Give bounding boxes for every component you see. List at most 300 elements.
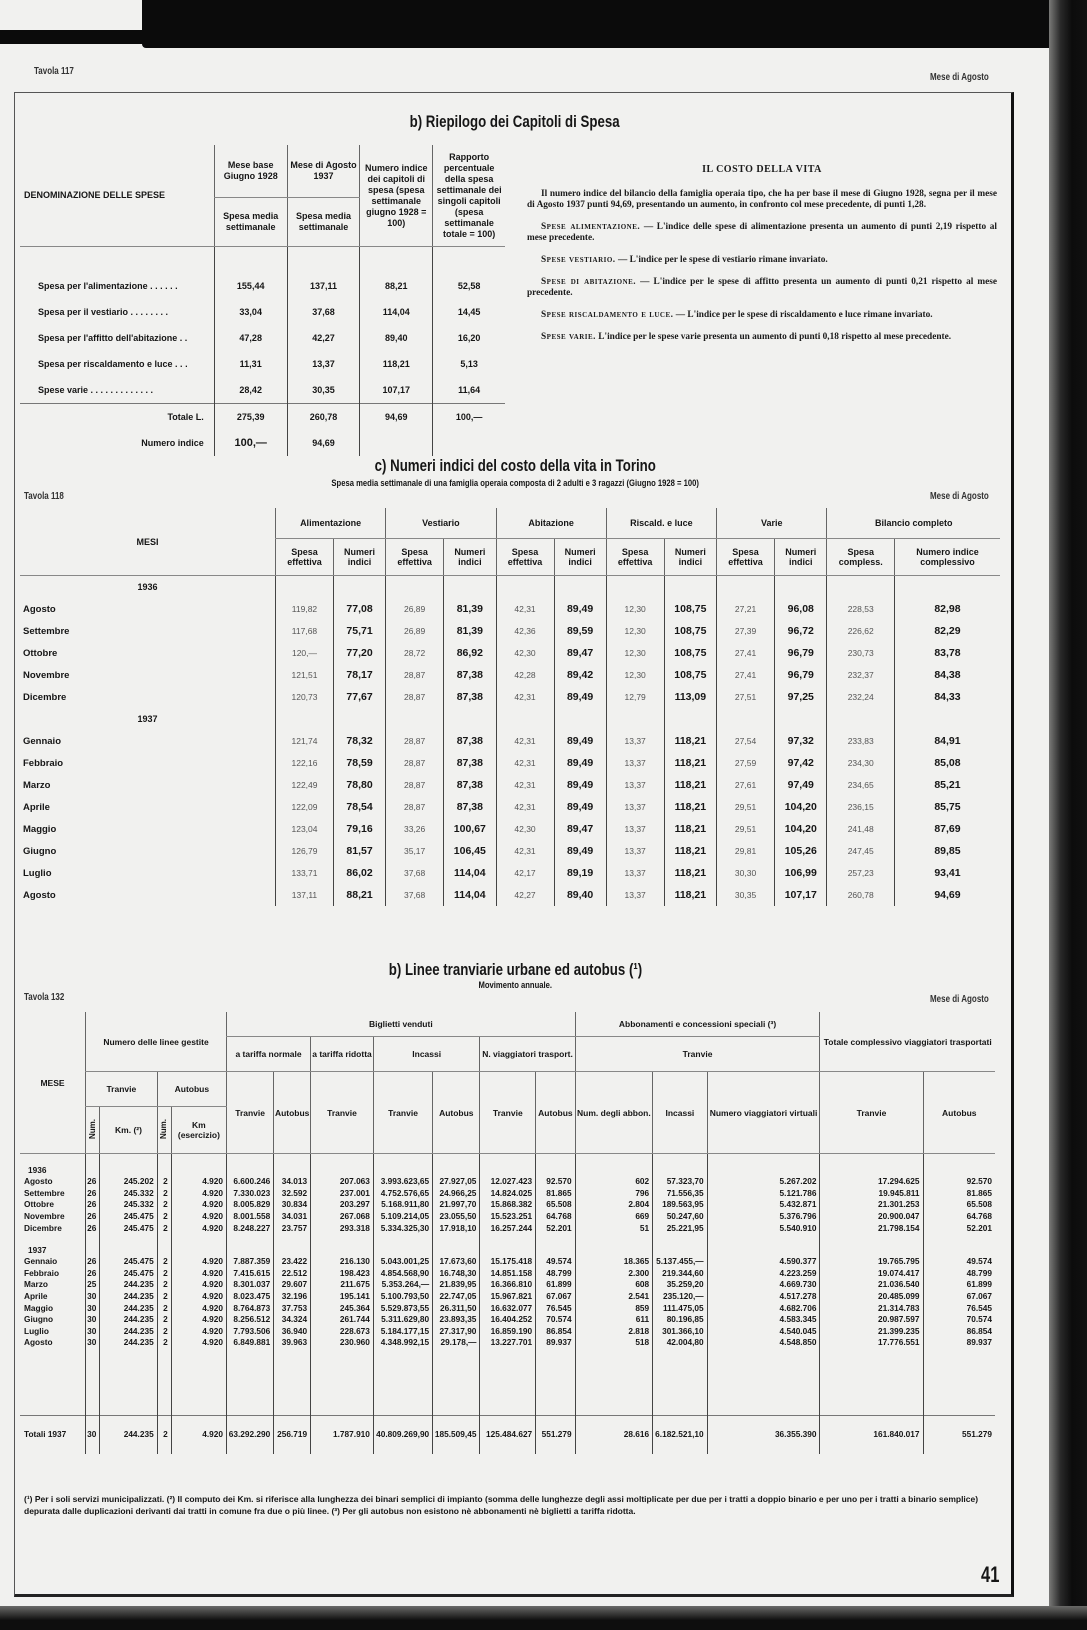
table-cell: 89,19 bbox=[554, 862, 606, 884]
table-cell: 17.673,60 bbox=[433, 1256, 480, 1268]
table-cell: 84,38 bbox=[894, 664, 1000, 686]
table-cell: 244.235 bbox=[100, 1314, 157, 1326]
table-cell: 245.364 bbox=[311, 1302, 374, 1314]
table-cell: 8.301.037 bbox=[227, 1279, 274, 1291]
table-row bbox=[20, 840, 1000, 862]
table-cell: 518 bbox=[575, 1337, 653, 1349]
table-row bbox=[20, 1211, 995, 1223]
table-cell: 118,21 bbox=[664, 818, 716, 840]
table-cell: 2.300 bbox=[575, 1268, 653, 1280]
table-cell: 89.937 bbox=[923, 1337, 995, 1349]
table-cell: 13,37 bbox=[606, 840, 664, 862]
table-cell: 230,73 bbox=[827, 642, 895, 664]
month-label-1: Mese di Agosto bbox=[930, 72, 989, 83]
col-abb-incassi: Incassi bbox=[653, 1072, 707, 1154]
month-label: Novembre bbox=[24, 1211, 65, 1222]
table-cell: 85,75 bbox=[894, 796, 1000, 818]
table-cell: 2.541 bbox=[575, 1291, 653, 1303]
table-cell: 13,37 bbox=[606, 862, 664, 884]
table-row bbox=[20, 796, 1000, 818]
table-cell: 87,38 bbox=[444, 664, 496, 686]
table-cell: 4.854.568,90 bbox=[373, 1268, 432, 1280]
table-cell: 122,49 bbox=[276, 774, 334, 796]
table-row bbox=[20, 884, 1000, 906]
table-cell: 796 bbox=[575, 1188, 653, 1200]
table-cell: 161.840.017 bbox=[820, 1415, 923, 1454]
footnotes: (¹) Per i soli servizi municipalizzati. (²) Il computo dei Km. si riferisce alla lunghezza dei binari semplici di impianto (somma delle lunghezze degli assi moltiplicate per due per i tratti a doppio binario e per uno per i tratti a binario semplice) depurata dalle duplicazioni derivanti dai tratti in comune fra due o più linee. (³) Per gli autobus non esistono nè abbonamenti nè biglietti a tariffa ridotta. bbox=[24, 1494, 979, 1516]
table-cell: 26 bbox=[86, 1211, 100, 1223]
table-cell: 89,49 bbox=[554, 730, 606, 752]
table-cell: 15.967.821 bbox=[480, 1291, 536, 1303]
table-cell: 89,59 bbox=[554, 620, 606, 642]
table-cell: 232,24 bbox=[827, 686, 895, 708]
commentary-paragraph: Spese alimentazione. — L'indice delle spese di alimentazione presenta un aumento di punti 2,19 rispetto al mese precedente. bbox=[527, 222, 997, 243]
table-cell: 12.027.423 bbox=[480, 1176, 536, 1188]
table-cell: 123,04 bbox=[276, 818, 334, 840]
table-cell: 12,30 bbox=[606, 642, 664, 664]
month-label: Agosto bbox=[24, 1176, 53, 1187]
table-cell: 97,49 bbox=[775, 774, 827, 796]
month-label: Luglio bbox=[23, 867, 52, 879]
table-row bbox=[20, 1337, 995, 1349]
table-cell: 49.574 bbox=[536, 1256, 575, 1268]
table-cell: 5.043.001,25 bbox=[373, 1256, 432, 1268]
table-cell: 551.279 bbox=[536, 1415, 575, 1454]
table-cell: 4.590.377 bbox=[707, 1256, 820, 1268]
table-cell: 122,16 bbox=[276, 752, 334, 774]
table-cell: 42,31 bbox=[496, 796, 554, 818]
group-abitazione: Abitazione bbox=[496, 508, 606, 539]
table-cell: 118,21 bbox=[664, 840, 716, 862]
col-num-autobus: Num. bbox=[157, 1107, 171, 1154]
table-label-117: Tavola 117 bbox=[34, 66, 74, 77]
month-label: Febbraio bbox=[24, 1267, 60, 1278]
col-spesa-media-agosto: Spesa media settimanale bbox=[287, 198, 360, 247]
table-cell: 97,32 bbox=[775, 730, 827, 752]
col-numero-complessivo: Numero indice complessivo bbox=[894, 539, 1000, 576]
table-cell: 15.868.382 bbox=[480, 1199, 536, 1211]
table-cell: 15.175.418 bbox=[480, 1256, 536, 1268]
table-cell: 89,49 bbox=[554, 796, 606, 818]
table-row: Spesa per riscaldamento e luce . . . 11,31 13,37 118,21 5,13 bbox=[20, 351, 505, 377]
table-cell: 8.005.829 bbox=[227, 1199, 274, 1211]
month-label: Gennaio bbox=[23, 735, 62, 747]
scan-shadow-top-left bbox=[0, 30, 145, 44]
month-label: Giugno bbox=[24, 1314, 54, 1325]
table-cell: 245.202 bbox=[100, 1176, 157, 1188]
table-cell: 49.574 bbox=[923, 1256, 995, 1268]
table-cell: 104,20 bbox=[775, 818, 827, 840]
table-row bbox=[20, 1291, 995, 1303]
col-autobus: Autobus bbox=[274, 1072, 311, 1154]
table-cell: 5.168.911,80 bbox=[373, 1199, 432, 1211]
table-cell: 1.787.910 bbox=[311, 1415, 374, 1454]
table-cell: 77,67 bbox=[333, 686, 385, 708]
table-cell: 61.899 bbox=[536, 1279, 575, 1291]
col-num-abbon: Num. degli abbon. bbox=[575, 1072, 653, 1154]
table-cell: 121,74 bbox=[276, 730, 334, 752]
month-label: Maggio bbox=[24, 1302, 54, 1313]
table-cell: 245.475 bbox=[100, 1268, 157, 1280]
table-cell: 61.899 bbox=[923, 1279, 995, 1291]
table-cell: 2 bbox=[157, 1256, 171, 1268]
table-cell: 244.235 bbox=[100, 1415, 157, 1454]
table-cell: 859 bbox=[575, 1302, 653, 1314]
table-cell: 36.940 bbox=[274, 1326, 311, 1338]
table-cell: 2 bbox=[157, 1176, 171, 1188]
table-cell: 26 bbox=[86, 1222, 100, 1234]
table-cell: 4.920 bbox=[171, 1337, 226, 1349]
table-cell: 12,79 bbox=[606, 686, 664, 708]
table-cell: 137,11 bbox=[276, 884, 334, 906]
table-cell: 4.920 bbox=[171, 1302, 226, 1314]
table-cell: 5.540.910 bbox=[707, 1222, 820, 1234]
table-cell: 67.067 bbox=[923, 1291, 995, 1303]
table-cell: 118,21 bbox=[664, 752, 716, 774]
table-cell: 42,27 bbox=[496, 884, 554, 906]
table-cell: 96,79 bbox=[775, 642, 827, 664]
table-cell: 21.798.154 bbox=[820, 1222, 923, 1234]
table-cell: 4.223.259 bbox=[707, 1268, 820, 1280]
table-cell: 37,68 bbox=[386, 862, 444, 884]
table-cell: 244.235 bbox=[100, 1291, 157, 1303]
table-cell: 65.508 bbox=[536, 1199, 575, 1211]
table-cell: 35,17 bbox=[386, 840, 444, 862]
table-cell: 26 bbox=[86, 1268, 100, 1280]
table-cell: 42,31 bbox=[496, 774, 554, 796]
table-cell: 6.182.521,10 bbox=[653, 1415, 707, 1454]
table-cell: 118,21 bbox=[664, 884, 716, 906]
table-cell: 5.267.202 bbox=[707, 1176, 820, 1188]
table-cell: 42,31 bbox=[496, 840, 554, 862]
table-cell: 4.583.345 bbox=[707, 1314, 820, 1326]
group-abbonamenti: Abbonamenti e concessioni speciali (³) bbox=[575, 1012, 820, 1037]
col-spesa-media-base: Spesa media settimanale bbox=[214, 198, 287, 247]
table-cell: 108,75 bbox=[664, 642, 716, 664]
table-cell: 96,72 bbox=[775, 620, 827, 642]
table-label-118: Tavola 118 bbox=[24, 491, 64, 502]
table-cell: 52.201 bbox=[923, 1222, 995, 1234]
table-cell: 70.574 bbox=[536, 1314, 575, 1326]
table-cell: 185.509,45 bbox=[433, 1415, 480, 1454]
col-numero-indice: Numero indice dei capitoli di spesa (spesa settimanale giugno 1928 = 100) bbox=[360, 145, 433, 247]
table-cell: 78,59 bbox=[333, 752, 385, 774]
table-cell: 4.348.992,15 bbox=[373, 1337, 432, 1349]
table-cell: 4.920 bbox=[171, 1268, 226, 1280]
table-cell: 8.256.512 bbox=[227, 1314, 274, 1326]
table-cell: 13,37 bbox=[606, 884, 664, 906]
table-cell: 93,41 bbox=[894, 862, 1000, 884]
col-tranvie: Tranvie bbox=[373, 1072, 432, 1154]
table-cell: 119,82 bbox=[276, 598, 334, 620]
table-cell: 5.353.264,— bbox=[373, 1279, 432, 1291]
table-cell: 19.074.417 bbox=[820, 1268, 923, 1280]
table-cell: 27.927,05 bbox=[433, 1176, 480, 1188]
table-cell: 86.854 bbox=[536, 1326, 575, 1338]
table-cell: 203.297 bbox=[311, 1199, 374, 1211]
table-cell: 4.920 bbox=[171, 1188, 226, 1200]
table-cell: 85,21 bbox=[894, 774, 1000, 796]
table-cell: 57.323,70 bbox=[653, 1176, 707, 1188]
table-cell: 117,68 bbox=[276, 620, 334, 642]
table-row bbox=[20, 730, 1000, 752]
cost-of-living-rows bbox=[20, 576, 1000, 907]
table-row bbox=[20, 1188, 995, 1200]
year-label: 1936 bbox=[137, 582, 158, 592]
scan-shadow-bottom bbox=[0, 1606, 1087, 1630]
table-cell: 78,17 bbox=[333, 664, 385, 686]
table-cell: 42,31 bbox=[496, 730, 554, 752]
table-cell: 77,20 bbox=[333, 642, 385, 664]
col-denominazione: DENOMINAZIONE DELLE SPESE bbox=[20, 145, 214, 247]
month-label: Aprile bbox=[24, 1291, 48, 1302]
group-abb-tranvie: Tranvie bbox=[575, 1037, 820, 1072]
table-cell: 27,41 bbox=[717, 664, 775, 686]
table-cell: 86,92 bbox=[444, 642, 496, 664]
table-cell: 22.512 bbox=[274, 1268, 311, 1280]
table-cell: 50.247,60 bbox=[653, 1211, 707, 1223]
table-cell: 51 bbox=[575, 1222, 653, 1234]
table-cell: 87,38 bbox=[444, 752, 496, 774]
table-cell: 78,54 bbox=[333, 796, 385, 818]
table-cell: 106,99 bbox=[775, 862, 827, 884]
table-cell: 4.548.850 bbox=[707, 1337, 820, 1349]
table-cell: 28,87 bbox=[386, 730, 444, 752]
table-cell: 16.366.810 bbox=[480, 1279, 536, 1291]
table-cell: 97,42 bbox=[775, 752, 827, 774]
table-cell: 8.001.558 bbox=[227, 1211, 274, 1223]
table-cell: 247,45 bbox=[827, 840, 895, 862]
table-cell: 7.887.359 bbox=[227, 1256, 274, 1268]
table-cell: 235.120,— bbox=[653, 1291, 707, 1303]
table-cell: 30 bbox=[86, 1291, 100, 1303]
table-row: Spesa per il vestiario . . . . . . . . 33,04 37,68 114,04 14,45 bbox=[20, 299, 505, 325]
table-row: Spesa per l'affitto dell'abitazione . . 47,28 42,27 89,40 16,20 bbox=[20, 325, 505, 351]
table-cell: 42,31 bbox=[496, 686, 554, 708]
table-cell: 65.508 bbox=[923, 1199, 995, 1211]
table-cell: 28,87 bbox=[386, 774, 444, 796]
group-bilancio: Bilancio completo bbox=[827, 508, 1000, 539]
table-cell: 37,68 bbox=[386, 884, 444, 906]
month-label-3: Mese di Agosto bbox=[930, 994, 989, 1005]
table-cell: 26 bbox=[86, 1176, 100, 1188]
table-cell: 30,35 bbox=[717, 884, 775, 906]
table-cell: 34.324 bbox=[274, 1314, 311, 1326]
table-cell: 2 bbox=[157, 1268, 171, 1280]
table-cell: 14.824.025 bbox=[480, 1188, 536, 1200]
table-cell: 301.366,10 bbox=[653, 1326, 707, 1338]
table-cell: 89,49 bbox=[554, 686, 606, 708]
table-row bbox=[20, 1256, 995, 1268]
table-cell: 21.314.783 bbox=[820, 1302, 923, 1314]
table-cell: 92.570 bbox=[923, 1176, 995, 1188]
col-tranvie: Tranvie bbox=[227, 1072, 274, 1154]
table-cell: 2 bbox=[157, 1302, 171, 1314]
table-cell: 118,21 bbox=[664, 796, 716, 818]
table-cell: 118,21 bbox=[664, 862, 716, 884]
table-cell: 108,75 bbox=[664, 598, 716, 620]
table-cell: 81,57 bbox=[333, 840, 385, 862]
table-cell: 4.540.045 bbox=[707, 1326, 820, 1338]
table-cell: 244.235 bbox=[100, 1326, 157, 1338]
table-cell: 76.545 bbox=[536, 1302, 575, 1314]
table-cell: 89,42 bbox=[554, 664, 606, 686]
table-cell: 39.963 bbox=[274, 1337, 311, 1349]
col-numeri: Numeri indici bbox=[333, 539, 385, 576]
group-numero-linee: Numero delle linee gestite bbox=[86, 1012, 227, 1072]
table-cell: 20.987.597 bbox=[820, 1314, 923, 1326]
commentary-paragraph: Spese di abitazione. — L'indice per le spese di affitto presenta un aumento di punti 0,21 rispetto al mese precedente. bbox=[527, 277, 997, 298]
table-cell: 228.673 bbox=[311, 1326, 374, 1338]
col-numeri: Numeri indici bbox=[444, 539, 496, 576]
month-label: Dicembre bbox=[23, 691, 67, 703]
table-cell: 19.945.811 bbox=[820, 1188, 923, 1200]
table-cell: 5.137.455,— bbox=[653, 1256, 707, 1268]
table-cell: 4.669.730 bbox=[707, 1279, 820, 1291]
table-cell: 81,39 bbox=[444, 598, 496, 620]
table-cell: 94,69 bbox=[894, 884, 1000, 906]
table-cell: 121,51 bbox=[276, 664, 334, 686]
table-cell: 6.849.881 bbox=[227, 1337, 274, 1349]
table-cell: 26.311,50 bbox=[433, 1302, 480, 1314]
table-cell: 86,02 bbox=[333, 862, 385, 884]
table-cell: 70.574 bbox=[923, 1314, 995, 1326]
table-cell: 26,89 bbox=[386, 620, 444, 642]
group-vestiario: Vestiario bbox=[386, 508, 496, 539]
table-cell: 16.859.190 bbox=[480, 1326, 536, 1338]
table-cell: 29,81 bbox=[717, 840, 775, 862]
table-cell: 84,91 bbox=[894, 730, 1000, 752]
table-cell: 219.344,60 bbox=[653, 1268, 707, 1280]
table-cell: 67.067 bbox=[536, 1291, 575, 1303]
col-spesa: Spesa effettiva bbox=[717, 539, 775, 576]
table-cell: 4.920 bbox=[171, 1326, 226, 1338]
table-cell: 82,29 bbox=[894, 620, 1000, 642]
col-km-tranvie: Km. (²) bbox=[100, 1107, 157, 1154]
table-cell: 52.201 bbox=[536, 1222, 575, 1234]
col-spesa: Spesa effettiva bbox=[386, 539, 444, 576]
table-cell: 30 bbox=[86, 1314, 100, 1326]
table-cell: 21.997,70 bbox=[433, 1199, 480, 1211]
table-cell: 42,28 bbox=[496, 664, 554, 686]
table-cell: 244.235 bbox=[100, 1302, 157, 1314]
table-cell: 30 bbox=[86, 1337, 100, 1349]
table-cell: 133,71 bbox=[276, 862, 334, 884]
table-cell: 111.475,05 bbox=[653, 1302, 707, 1314]
table-cell: 244.235 bbox=[100, 1279, 157, 1291]
col-rapporto: Rapporto percentuale della spesa settimanale dei singoli capitoli (spesa settimanale totale = 100) bbox=[433, 145, 505, 247]
table-cell: 114,04 bbox=[444, 884, 496, 906]
table-cell: 5.529.873,55 bbox=[373, 1302, 432, 1314]
table-cell: 114,04 bbox=[444, 862, 496, 884]
table-cell: 8.248.227 bbox=[227, 1222, 274, 1234]
group-biglietti: Biglietti venduti bbox=[227, 1012, 576, 1037]
table-cell: 2 bbox=[157, 1199, 171, 1211]
table-row bbox=[20, 1268, 995, 1280]
table-cell: 108,75 bbox=[664, 620, 716, 642]
tramways-buses-table bbox=[20, 1012, 995, 1454]
month-label: Luglio bbox=[24, 1325, 49, 1336]
table-cell: 32.592 bbox=[274, 1188, 311, 1200]
table-cell: 42,36 bbox=[496, 620, 554, 642]
table-cell: 4.920 bbox=[171, 1279, 226, 1291]
table-cell: 237.001 bbox=[311, 1188, 374, 1200]
index-row: Numero indice 100,— 94,69 bbox=[20, 430, 505, 456]
month-label: Giugno bbox=[23, 845, 57, 857]
table-cell: 92.570 bbox=[536, 1176, 575, 1188]
table-cell: 35.259,20 bbox=[653, 1279, 707, 1291]
table-cell: 2 bbox=[157, 1222, 171, 1234]
table-cell: 6.600.246 bbox=[227, 1176, 274, 1188]
table-cell: 22.747,05 bbox=[433, 1291, 480, 1303]
table-cell: 293.318 bbox=[311, 1222, 374, 1234]
month-label: Marzo bbox=[24, 1279, 48, 1290]
table-cell: 36.355.390 bbox=[707, 1415, 820, 1454]
table-cell: 28,72 bbox=[386, 642, 444, 664]
table-cell: 17.918,10 bbox=[433, 1222, 480, 1234]
table3-subtitle: Movimento annuale. bbox=[478, 980, 552, 990]
table-cell: 96,79 bbox=[775, 664, 827, 686]
table-cell: 4.920 bbox=[171, 1314, 226, 1326]
table-cell: 118,21 bbox=[664, 774, 716, 796]
table-cell: 245.332 bbox=[100, 1199, 157, 1211]
month-label: Agosto bbox=[23, 889, 56, 901]
table-row bbox=[20, 1302, 995, 1314]
table-cell: 198.423 bbox=[311, 1268, 374, 1280]
table-cell: 8.023.475 bbox=[227, 1291, 274, 1303]
table-cell: 42,31 bbox=[496, 598, 554, 620]
table-cell: 29,51 bbox=[717, 818, 775, 840]
page-number: 41 bbox=[980, 1562, 999, 1587]
table-cell: 48.799 bbox=[536, 1268, 575, 1280]
table-cell: 26 bbox=[86, 1256, 100, 1268]
table-cell: 87,69 bbox=[894, 818, 1000, 840]
table-cell: 64.768 bbox=[536, 1211, 575, 1223]
total-row bbox=[20, 1415, 995, 1454]
table-cell: 26,89 bbox=[386, 598, 444, 620]
col-numeri: Numeri indici bbox=[554, 539, 606, 576]
year-row bbox=[20, 1234, 995, 1256]
table-row bbox=[20, 1199, 995, 1211]
col-tot-autobus: Autobus bbox=[923, 1072, 995, 1154]
table-cell: 261.744 bbox=[311, 1314, 374, 1326]
table-cell: 42,31 bbox=[496, 752, 554, 774]
table-cell: 2.818 bbox=[575, 1326, 653, 1338]
table-cell: 105,26 bbox=[775, 840, 827, 862]
month-label: Gennaio bbox=[24, 1256, 58, 1267]
table-cell: 34.031 bbox=[274, 1211, 311, 1223]
table-cell: 234,30 bbox=[827, 752, 895, 774]
table-cell: 27,51 bbox=[717, 686, 775, 708]
group-tariffa-normale: a tariffa normale bbox=[227, 1037, 311, 1072]
table-cell: 27,61 bbox=[717, 774, 775, 796]
table-cell: 5.100.793,50 bbox=[373, 1291, 432, 1303]
table-cell: 241,48 bbox=[827, 818, 895, 840]
commentary-paragraph: Il numero indice del bilancio della famiglia operaia tipo, che ha per base il mese di Giugno 1928, segna per il mese di Agosto 1937 punti 94,69, presentando un aumento, in confronto col mese precedente, di punti 1,28. bbox=[527, 189, 997, 210]
col-tranvie: Tranvie bbox=[480, 1072, 536, 1154]
table-cell: 5.109.214,05 bbox=[373, 1211, 432, 1223]
group-tariffa-ridotta: a tariffa ridotta bbox=[311, 1037, 374, 1072]
table-cell: 82,98 bbox=[894, 598, 1000, 620]
cost-of-living-index-table bbox=[20, 508, 1000, 906]
group-linee-autobus: Autobus bbox=[157, 1072, 226, 1107]
table-cell: 16.257.244 bbox=[480, 1222, 536, 1234]
table3-title: b) Linee tranviarie urbane ed autobus (¹) bbox=[388, 960, 642, 979]
year-label: 1936 bbox=[28, 1165, 47, 1175]
table-cell: 2 bbox=[157, 1188, 171, 1200]
month-label: Marzo bbox=[23, 779, 51, 791]
table-row bbox=[20, 1176, 995, 1188]
